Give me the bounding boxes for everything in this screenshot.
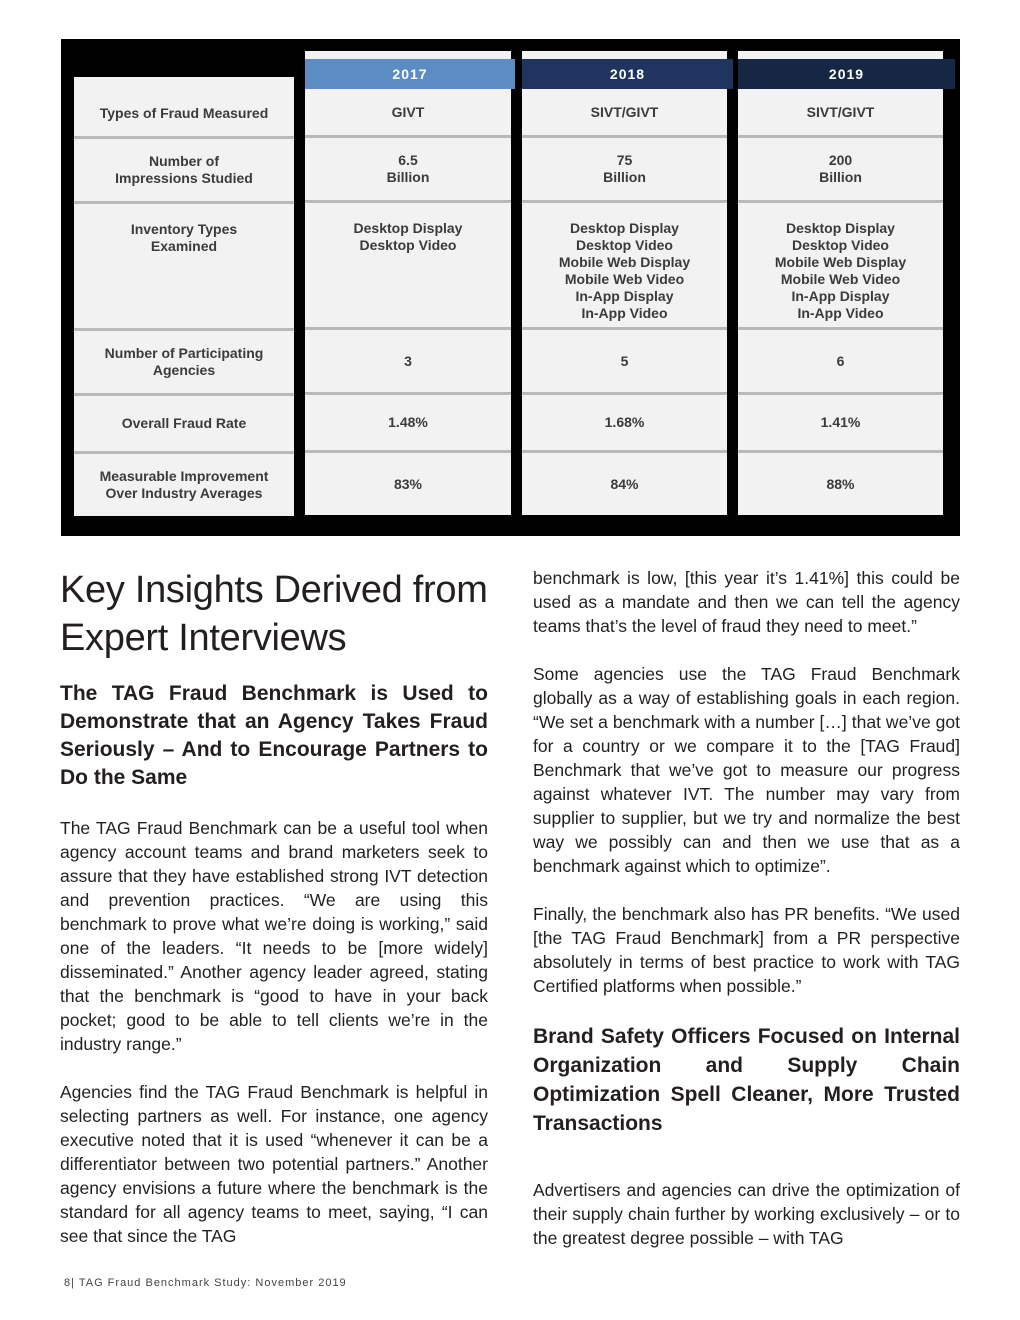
body-paragraph: Some agencies use the TAG Fraud Benchmark globally as a way of establishing goals in each region. “We set a benchmark with a number […] that we’ve got for a country or we compare it to the [TAG Fraud] Benchmark that we’ve got to measure our progress against whatever IVT. The number may vary from supplier to supplier, but we try and normalize the best way we possibly can and then we use that as a benchmark against which to optimize”.	[533, 664, 960, 876]
column-2018	[522, 51, 727, 515]
cell-improvement: 84%	[522, 453, 727, 515]
cell-fraud-rate: 1.48%	[305, 395, 511, 453]
cell-agencies: 3	[305, 330, 511, 395]
cell-inventory: Desktop Display Desktop Video	[305, 203, 511, 330]
row-label-agencies: Number of Participating Agencies	[74, 331, 294, 396]
body-paragraph: Agencies find the TAG Fraud Benchmark is helpful in selecting partners as well. For instance, one agency executive noted that it is used “whenever it can be a differentiator between two potential partners.” Another agency envisions a future where the benchmark is the standard for all agency teams to meet, saying, “I can see that since the TAG	[60, 1082, 488, 1246]
year-header-2018: 2018	[522, 59, 733, 89]
cell-fraud-types: SIVT/GIVT	[522, 89, 727, 138]
year-header-2017: 2017	[305, 59, 515, 89]
cell-inventory: Desktop Display Desktop Video Mobile Web Display Mobile Web Video In-App Display In-App Video	[522, 203, 727, 330]
year-header-2019: 2019	[738, 59, 955, 89]
cell-impressions: 200 Billion	[738, 138, 943, 203]
article-right-column	[533, 566, 960, 1250]
row-label-column	[74, 77, 294, 516]
section-heading: Brand Safety Officers Focused on Internal Organization and Supply Chain Optimization Spell Cleaner, More Trusted Transactions	[533, 1025, 960, 1135]
cell-agencies: 6	[738, 330, 943, 395]
body-paragraph: benchmark is low, [this year it’s 1.41%] this could be used as a mandate and then we can tell the agency teams that’s the level of fraud they need to meet.”	[533, 568, 960, 636]
cell-fraud-types: GIVT	[305, 89, 511, 138]
row-label-fraud-types: Types of Fraud Measured	[74, 77, 294, 139]
cell-inventory: Desktop Display Desktop Video Mobile Web Display Mobile Web Video In-App Display In-App Video	[738, 203, 943, 330]
cell-fraud-rate: 1.68%	[522, 395, 727, 453]
body-paragraph: Finally, the benchmark also has PR benefits. “We used [the TAG Fraud Benchmark] from a PR perspective absolutely in terms of best practice to work with TAG Certified platforms when possible.”	[533, 904, 960, 996]
row-label-impressions: Number of Impressions Studied	[74, 139, 294, 204]
cell-impressions: 75 Billion	[522, 138, 727, 203]
cell-improvement: 83%	[305, 453, 511, 515]
article-left-column	[60, 566, 488, 1248]
cell-agencies: 5	[522, 330, 727, 395]
section-heading: The TAG Fraud Benchmark is Used to Demonstrate that an Agency Takes Fraud Seriously – And to Encourage Partners to Do the Same	[60, 682, 488, 789]
column-2019	[738, 51, 943, 515]
cell-fraud-types: SIVT/GIVT	[738, 89, 943, 138]
row-label-improvement: Measurable Improvement Over Industry Averages	[74, 454, 294, 516]
row-label-fraud-rate: Overall Fraud Rate	[74, 396, 294, 454]
comparison-table	[61, 39, 960, 536]
page-title: Key Insights Derived from Expert Interviews	[60, 569, 488, 659]
body-paragraph: Advertisers and agencies can drive the optimization of their supply chain further by working exclusively – or to the greatest degree possible – with TAG	[533, 1180, 960, 1248]
page-footer: 8| TAG Fraud Benchmark Study: November 2019	[64, 1277, 347, 1289]
cell-impressions: 6.5 Billion	[305, 138, 511, 203]
row-label-inventory: Inventory Types Examined	[74, 204, 294, 331]
body-paragraph: The TAG Fraud Benchmark can be a useful tool when agency account teams and brand marketers seek to assure that they have established strong IVT detection and prevention practices. “We are using this benchmark to prove what we’re doing is working,” said one of the leaders. “It needs to be [more widely] disseminated.” Another agency leader agreed, stating that the benchmark is “good to have in your back pocket; good to be able to tell clients we’re in the industry range.”	[60, 818, 488, 1054]
column-2017	[305, 51, 511, 515]
cell-improvement: 88%	[738, 453, 943, 515]
cell-fraud-rate: 1.41%	[738, 395, 943, 453]
